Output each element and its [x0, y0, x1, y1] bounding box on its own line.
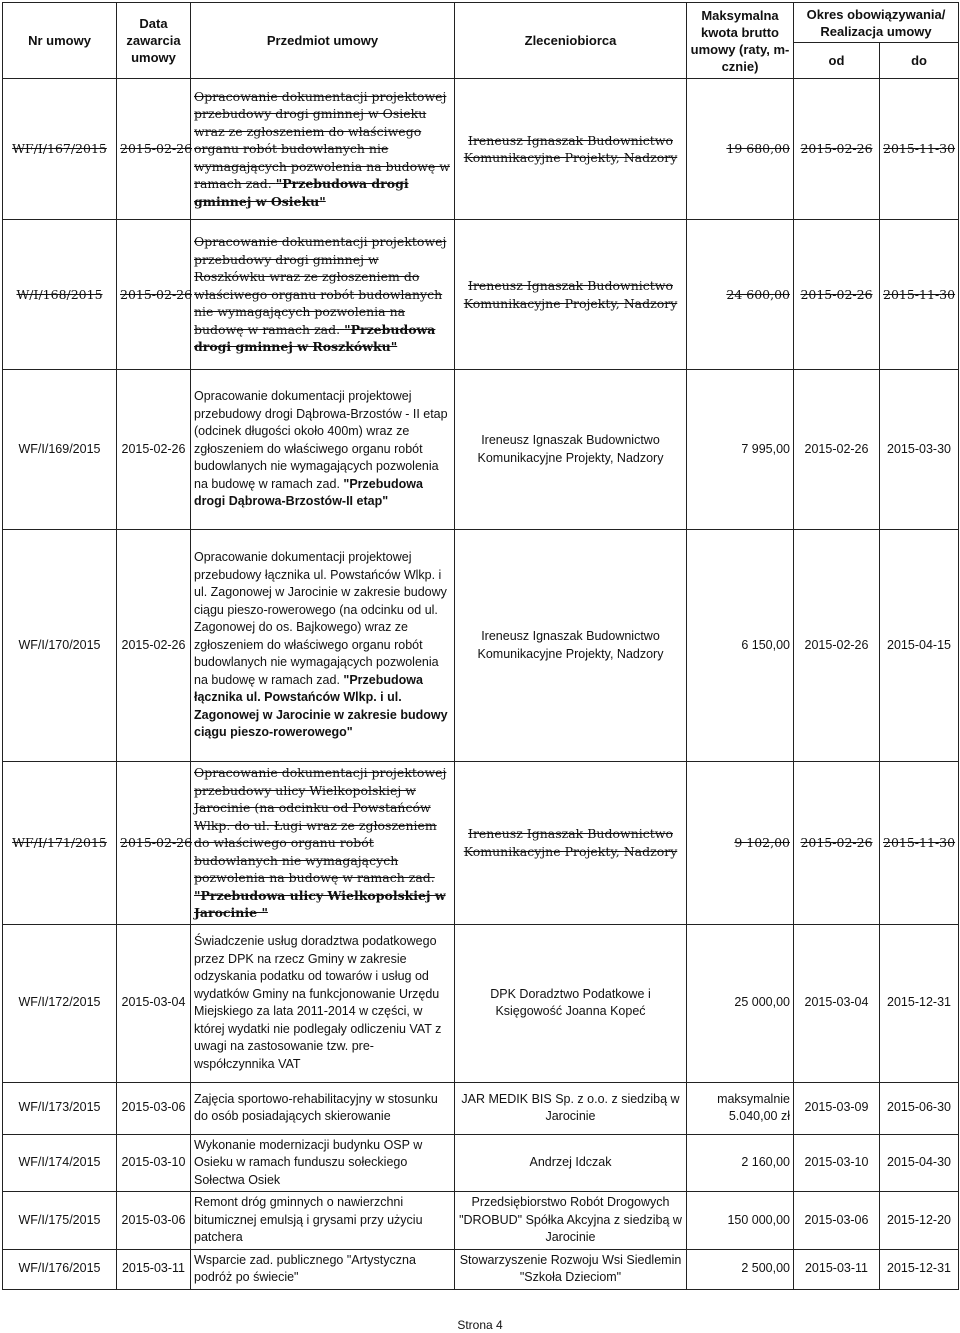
contract-number: WF/I/176/2015: [3, 1249, 117, 1289]
contractor: Ireneusz Ignaszak Budownictwo Komunikacyjne Projekty, Nadzory: [455, 370, 687, 530]
signing-date: 2015-02-26: [117, 762, 191, 925]
date-to: 2015-04-15: [880, 530, 959, 762]
subject-text: Opracowanie dokumentacji projektowej przebudowy drogi gminnej w Roszkówku wraz ze zgłoszeniem do właściwego organu robót budowlanych nie wymagających pozwolenia na budowę w ramach zad.: [194, 234, 447, 337]
signing-date: 2015-02-26: [117, 79, 191, 220]
subject-task-name: "Przebudowa łącznika ul. Powstańców Wlkp. i ul. Zagonowej w Jarocinie w zakresie budowy ciągu pieszo-rowerowego": [194, 672, 448, 740]
table-row: [3, 1082, 959, 1134]
contract-subject: [191, 762, 455, 925]
header-contract-number: Nr umowy: [3, 3, 117, 79]
amount: 2 160,00: [687, 1134, 794, 1192]
amount: 24 600,00: [687, 220, 794, 370]
amount: 2 500,00: [687, 1249, 794, 1289]
subject-task-name: "Przebudowa drogi gminnej w Osieku": [194, 176, 409, 209]
contractor: Ireneusz Ignaszak Budownictwo Komunikacyjne Projekty, Nadzory: [455, 79, 687, 220]
date-from: 2015-02-26: [794, 530, 880, 762]
date-to: 2015-11-30: [880, 762, 959, 925]
date-from: 2015-02-26: [794, 220, 880, 370]
header-from: od: [794, 43, 880, 79]
contract-number: WF/I/167/2015: [3, 79, 117, 220]
date-from: 2015-03-06: [794, 1192, 880, 1250]
date-from: 2015-03-04: [794, 924, 880, 1082]
table-row: [3, 924, 959, 1082]
subject-task-name: "Przebudowa drogi gminnej w Roszkówku": [194, 321, 436, 355]
date-to: 2015-12-31: [880, 924, 959, 1082]
table-row: [3, 220, 959, 370]
date-to: 2015-04-30: [880, 1134, 959, 1192]
contract-subject: [191, 79, 455, 220]
contract-number: WF/I/169/2015: [3, 370, 117, 530]
header-to: do: [880, 43, 959, 79]
header-subject: Przedmiot umowy: [191, 3, 455, 79]
subject-text: Opracowanie dokumentacji projektowej przebudowy drogi gminnej w Osieku wraz ze zgłoszeniem do właściwego organu robót budowlanych nie wymagających pozwolenia na budowę w ramach zad.: [194, 88, 450, 192]
signing-date: 2015-03-04: [117, 924, 191, 1082]
subject-text: Opracowanie dokumentacji projektowej przebudowy ulicy Wielkopolskiej w Jarocinie (na odcinku od Powstańców Wlkp. do ul. Ługi wraz ze zgłoszeniem do właściwego organu robót budowlanych nie wymagających pozwolenia na budowę w ramach zad.: [194, 765, 447, 885]
amount: 9 102,00: [687, 762, 794, 925]
date-from: 2015-02-26: [794, 370, 880, 530]
amount: 150 000,00: [687, 1192, 794, 1250]
signing-date: 2015-02-26: [117, 530, 191, 762]
date-from: 2015-02-26: [794, 762, 880, 925]
table-row: [3, 370, 959, 530]
page-number: Strona 4: [457, 1318, 503, 1332]
date-to: 2015-11-30: [880, 79, 959, 220]
contract-number: WF/I/172/2015: [3, 924, 117, 1082]
contract-number: W/I/168/2015: [3, 220, 117, 370]
date-to: 2015-06-30: [880, 1082, 959, 1134]
amount: 19 680,00: [687, 79, 794, 220]
table-row: [3, 1249, 959, 1289]
date-from: 2015-03-09: [794, 1082, 880, 1134]
table-row: [3, 530, 959, 762]
date-to: 2015-11-30: [880, 220, 959, 370]
date-from: 2015-03-10: [794, 1134, 880, 1192]
table-row: [3, 1192, 959, 1250]
signing-date: 2015-03-06: [117, 1082, 191, 1134]
contract-number: WF/I/174/2015: [3, 1134, 117, 1192]
signing-date: 2015-02-26: [117, 370, 191, 530]
date-to: 2015-03-30: [880, 370, 959, 530]
contractor: Andrzej Idczak: [455, 1134, 687, 1192]
contract-subject: [191, 530, 455, 762]
contract-number: WF/I/173/2015: [3, 1082, 117, 1134]
contractor: Przedsiębiorstwo Robót Drogowych "DROBUD" Spółka Akcyjna z siedzibą w Jarocinie: [455, 1192, 687, 1250]
table-row: [3, 762, 959, 925]
contractor: Ireneusz Ignaszak Budownictwo Komunikacyjne Projekty, Nadzory: [455, 220, 687, 370]
contract-subject: Wsparcie zad. publicznego "Artystyczna podróż po świecie": [191, 1249, 455, 1289]
header-signing-date: Data zawarcia umowy: [117, 3, 191, 79]
contractor: Stowarzyszenie Rozwoju Wsi Siedlemin "Szkoła Dzieciom": [455, 1249, 687, 1289]
amount: 7 995,00: [687, 370, 794, 530]
date-to: 2015-12-31: [880, 1249, 959, 1289]
contract-subject: Remont dróg gminnych o nawierzchni bitumicznej emulsją i grysami przy użyciu patchera: [191, 1192, 455, 1250]
contract-subject: Zajęcia sportowo-rehabilitacyjny w stosunku do osób posiadających skierowanie: [191, 1082, 455, 1134]
contract-number: WF/I/175/2015: [3, 1192, 117, 1250]
signing-date: 2015-02-26: [117, 220, 191, 370]
header-contractor: Zleceniobiorca: [455, 3, 687, 79]
date-to: 2015-12-20: [880, 1192, 959, 1250]
contract-subject: [191, 370, 455, 530]
amount: maksymalnie 5.040,00 zł: [687, 1082, 794, 1134]
contracts-table: [2, 2, 959, 1290]
subject-text: Opracowanie dokumentacji projektowej przebudowy łącznika ul. Powstańców Wlkp. i ul. Zagonowej w Jarocinie w zakresie budowy ciągu pieszo-rowerowego (na odcinku od ul. Zagonowej do os. Bajkowego) wraz ze zgłoszeniem do właściwego organu robót budowlanych nie wymagających pozwolenia na budowę w ramach zad.: [194, 550, 447, 687]
signing-date: 2015-03-06: [117, 1192, 191, 1250]
contractor: JAR MEDIK BIS Sp. z o.o. z siedzibą w Jarocinie: [455, 1082, 687, 1134]
table-row: [3, 1134, 959, 1192]
contractor: Ireneusz Ignaszak Budownictwo Komunikacyjne Projekty, Nadzory: [455, 530, 687, 762]
subject-text: Opracowanie dokumentacji projektowej przebudowy drogi Dąbrowa-Brzostów - II etap (odcinek długości około 400m) wraz ze zgłoszeniem do właściwego organu robót budowlanych nie wymagających pozwolenia na budowę w ramach zad.: [194, 389, 448, 491]
amount: 25 000,00: [687, 924, 794, 1082]
signing-date: 2015-03-11: [117, 1249, 191, 1289]
contractor: DPK Doradztwo Podatkowe i Księgowość Joanna Kopeć: [455, 924, 687, 1082]
date-from: 2015-02-26: [794, 79, 880, 220]
header-max-amount: Maksymalna kwota brutto umowy (raty, m-cznie): [687, 3, 794, 79]
subject-task-name: "Przebudowa ulicy Wielkopolskiej w Jarocinie ": [194, 887, 446, 920]
amount: 6 150,00: [687, 530, 794, 762]
date-from: 2015-03-11: [794, 1249, 880, 1289]
subject-task-name: "Przebudowa drogi Dąbrowa-Brzostów-II etap": [194, 476, 423, 509]
contractor: Ireneusz Ignaszak Budownictwo Komunikacyjne Projekty, Nadzory: [455, 762, 687, 925]
contract-subject: Świadczenie usług doradztwa podatkowego przez DPK na rzecz Gminy w zakresie odzyskania podatku od towarów i usług od wydatków Gminy na funkcjonowanie Urzędu Miejskiego za lata 2011-2014 w części, w której wydatki nie podlegały odliczeniu VAT z uwagi na zastosowanie tzw. pre-współczynnika VAT: [191, 924, 455, 1082]
table-row: [3, 79, 959, 220]
contract-number: WF/I/170/2015: [3, 530, 117, 762]
contract-number: WF/I/171/2015: [3, 762, 117, 925]
signing-date: 2015-03-10: [117, 1134, 191, 1192]
header-validity-period: Okres obowiązywania/ Realizacja umowy: [794, 3, 959, 43]
contract-subject: Wykonanie modernizacji budynku OSP w Osieku w ramach funduszu sołeckiego Sołectwa Osiek: [191, 1134, 455, 1192]
contract-subject: [191, 220, 455, 370]
